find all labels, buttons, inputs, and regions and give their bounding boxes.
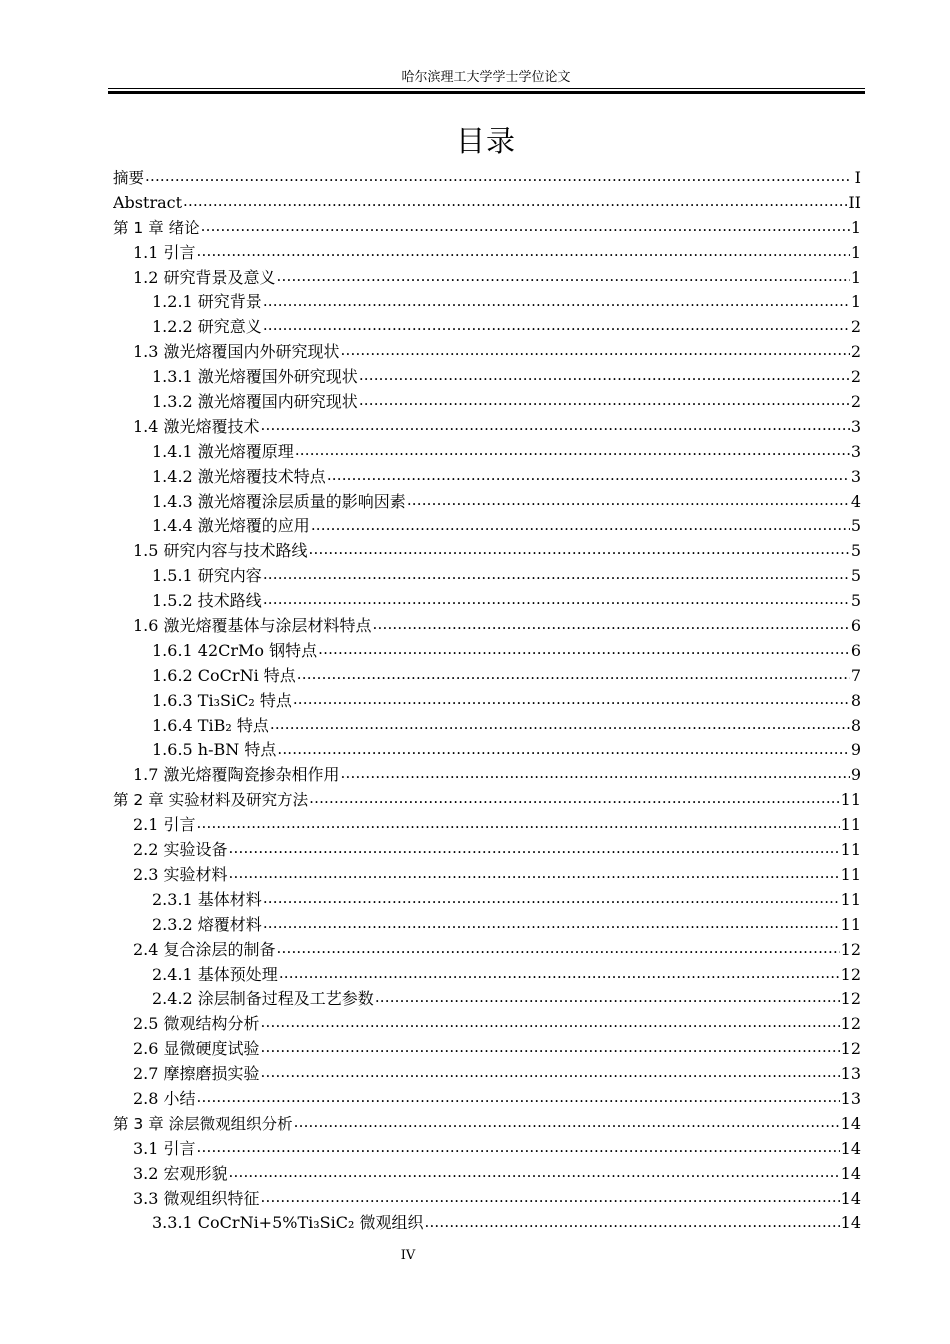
toc-entry-page: 2 <box>850 342 861 362</box>
toc-entry[interactable] <box>113 763 861 788</box>
toc-entry-page: 8 <box>850 715 861 735</box>
toc-entry[interactable] <box>113 689 861 714</box>
toc-entry-page: 12 <box>840 1039 861 1059</box>
dot-leader <box>318 640 850 656</box>
dot-leader <box>295 441 850 457</box>
toc-entry-label: 2.6 显微硬度试验 <box>133 1039 260 1059</box>
toc-entry-label: 1.4.1 激光熔覆原理 <box>152 441 294 461</box>
table-of-contents <box>113 166 861 1236</box>
toc-entry-label: Abstract <box>113 192 183 212</box>
toc-entry-page: 1 <box>850 292 861 312</box>
toc-entry-label: 1.5 研究内容与技术路线 <box>133 541 308 561</box>
toc-entry-label: 第 3 章 涂层微观组织分析 <box>113 1114 293 1133</box>
page-number: IV <box>400 1248 416 1263</box>
toc-entry[interactable] <box>113 415 861 440</box>
toc-entry-label: 2.8 小结 <box>133 1088 196 1108</box>
dot-leader <box>277 739 849 755</box>
toc-entry-page: 12 <box>840 989 861 1009</box>
dot-leader <box>197 814 840 830</box>
toc-entry-label: 1.4.2 激光熔覆技术特点 <box>152 466 326 486</box>
dot-leader <box>261 1013 840 1029</box>
toc-entry[interactable] <box>113 1162 861 1187</box>
toc-entry-page: 11 <box>840 790 861 810</box>
toc-entry-page: 7 <box>850 665 861 685</box>
toc-entry-page: 1 <box>850 242 861 262</box>
toc-entry-label: 3.3 微观组织特征 <box>133 1188 260 1208</box>
toc-entry-page: 1 <box>850 267 861 287</box>
dot-leader <box>261 1038 840 1054</box>
toc-entry-page: 6 <box>850 616 861 636</box>
toc-entry-label: 2.4 复合涂层的制备 <box>133 939 276 959</box>
dot-leader <box>261 1063 840 1079</box>
toc-entry[interactable] <box>113 614 861 639</box>
toc-entry-page: 2 <box>850 317 861 337</box>
toc-entry-page: 3 <box>850 441 861 461</box>
dot-leader <box>277 267 850 283</box>
toc-entry[interactable] <box>113 490 861 515</box>
toc-entry[interactable] <box>113 1087 861 1112</box>
toc-entry-page: 11 <box>840 840 861 860</box>
dot-leader <box>327 466 850 482</box>
toc-entry[interactable] <box>113 987 861 1012</box>
dot-leader <box>407 491 850 507</box>
dot-leader <box>277 939 840 955</box>
dot-leader <box>263 889 840 905</box>
dot-leader <box>373 615 850 631</box>
toc-entry[interactable] <box>113 290 861 315</box>
toc-entry[interactable] <box>113 365 861 390</box>
toc-entry-label: 2.4.2 涂层制备过程及工艺参数 <box>152 989 374 1009</box>
toc-entry[interactable] <box>113 1037 861 1062</box>
dot-leader <box>263 316 850 332</box>
toc-entry[interactable] <box>113 1187 861 1212</box>
toc-entry-label: 2.5 微观结构分析 <box>133 1014 260 1034</box>
dot-leader <box>229 864 840 880</box>
toc-entry-page: 14 <box>840 1213 861 1233</box>
toc-entry-page: 14 <box>840 1138 861 1158</box>
dot-leader <box>183 192 847 208</box>
toc-entry-page: 6 <box>850 640 861 660</box>
toc-entry-page: 2 <box>850 367 861 387</box>
toc-entry-label: 1.7 激光熔覆陶瓷掺杂相作用 <box>133 765 340 785</box>
toc-entry-page: 3 <box>850 466 861 486</box>
toc-entry[interactable] <box>113 714 861 739</box>
toc-entry-page: 11 <box>840 889 861 909</box>
toc-entry-label: 1.3.1 激光熔覆国外研究现状 <box>152 367 358 387</box>
toc-entry-page: 12 <box>840 1014 861 1034</box>
dot-leader <box>201 217 850 233</box>
dot-leader <box>297 665 850 681</box>
dot-leader <box>261 416 850 432</box>
toc-entry-page: 11 <box>840 914 861 934</box>
toc-entry[interactable] <box>113 390 861 415</box>
toc-entry-page: 13 <box>840 1088 861 1108</box>
toc-entry[interactable] <box>113 266 861 291</box>
toc-entry-label: 1.4 激光熔覆技术 <box>133 416 260 436</box>
toc-entry[interactable] <box>113 241 861 266</box>
dot-leader <box>293 690 850 706</box>
toc-entry[interactable] <box>113 1137 861 1162</box>
toc-entry[interactable] <box>113 1012 861 1037</box>
dot-leader <box>341 764 850 780</box>
toc-entry-page: 5 <box>850 591 861 611</box>
toc-entry[interactable] <box>113 589 861 614</box>
toc-entry-label: 1.2.1 研究背景 <box>152 292 262 312</box>
toc-entry-page: 13 <box>840 1064 861 1084</box>
toc-entry-label: 1.1 引言 <box>133 242 196 262</box>
dot-leader <box>197 1088 840 1104</box>
toc-entry[interactable] <box>113 514 861 539</box>
toc-entry-label: 1.2 研究背景及意义 <box>133 267 276 287</box>
toc-entry-page: 12 <box>840 939 861 959</box>
dot-leader <box>229 839 840 855</box>
toc-entry[interactable] <box>113 191 861 216</box>
toc-entry-page: 5 <box>850 541 861 561</box>
dot-leader <box>311 515 850 531</box>
dot-leader <box>309 540 850 556</box>
toc-entry-page: 9 <box>850 765 861 785</box>
toc-entry-label: 3.3.1 CoCrNi+5%Ti₃SiC₂ 微观组织 <box>152 1213 424 1233</box>
toc-entry-page: 14 <box>840 1163 861 1183</box>
toc-entry-label: 2.7 摩擦磨损实验 <box>133 1064 260 1084</box>
toc-entry[interactable] <box>113 340 861 365</box>
dot-leader <box>145 167 852 183</box>
toc-entry[interactable] <box>113 888 861 913</box>
toc-entry[interactable] <box>113 465 861 490</box>
toc-entry-label: 2.2 实验设备 <box>133 840 228 860</box>
toc-entry-page: 14 <box>840 1113 861 1133</box>
toc-entry-label: 1.6 激光熔覆基体与涂层材料特点 <box>133 616 372 636</box>
toc-entry-label: 3.2 宏观形貌 <box>133 1163 228 1183</box>
toc-entry[interactable] <box>113 813 861 838</box>
dot-leader <box>263 565 850 581</box>
toc-entry[interactable] <box>113 1112 861 1137</box>
toc-entry-page: I <box>854 168 861 187</box>
dot-leader <box>279 964 840 980</box>
toc-entry-label: 第 2 章 实验材料及研究方法 <box>113 791 309 810</box>
toc-entry[interactable] <box>113 788 861 813</box>
dot-leader <box>425 1212 840 1228</box>
dot-leader <box>375 988 840 1004</box>
toc-entry[interactable] <box>113 863 861 888</box>
dot-leader <box>263 914 840 930</box>
toc-entry-page: II <box>848 192 861 212</box>
toc-entry-page: 3 <box>850 416 861 436</box>
toc-entry[interactable] <box>113 1062 861 1087</box>
dot-leader <box>359 391 850 407</box>
toc-entry-page: 11 <box>840 864 861 884</box>
dot-leader <box>261 1188 840 1204</box>
toc-entry-label: 2.3.1 基体材料 <box>152 889 262 909</box>
toc-entry[interactable] <box>113 639 861 664</box>
toc-entry[interactable] <box>113 166 861 191</box>
toc-entry[interactable] <box>113 938 861 963</box>
toc-entry-label: 1.5.2 技术路线 <box>152 591 262 611</box>
header-rule-thin <box>108 88 865 89</box>
dot-leader <box>263 590 850 606</box>
toc-entry-label: 1.6.2 CoCrNi 特点 <box>152 665 296 685</box>
toc-entry[interactable] <box>113 1211 861 1236</box>
toc-entry-label: 1.4.3 激光熔覆涂层质量的影响因素 <box>152 491 406 511</box>
toc-entry-label: 2.3 实验材料 <box>133 864 228 884</box>
toc-entry-label: 3.1 引言 <box>133 1138 196 1158</box>
toc-entry-page: 5 <box>850 516 861 536</box>
toc-entry-label: 1.4.4 激光熔覆的应用 <box>152 516 310 536</box>
toc-entry-label: 摘要 <box>113 169 145 187</box>
toc-entry-label: 1.6.1 42CrMo 钢特点 <box>152 640 318 660</box>
dot-leader <box>197 242 850 258</box>
toc-entry[interactable] <box>113 963 861 988</box>
toc-entry-label: 1.5.1 研究内容 <box>152 566 262 586</box>
dot-leader <box>309 789 839 805</box>
toc-entry[interactable] <box>113 738 861 763</box>
dot-leader <box>197 1138 840 1154</box>
dot-leader <box>341 341 850 357</box>
toc-entry-label: 1.2.2 研究意义 <box>152 317 262 337</box>
toc-entry[interactable] <box>113 838 861 863</box>
dot-leader <box>263 291 850 307</box>
toc-entry-page: 9 <box>850 740 861 760</box>
toc-entry[interactable] <box>113 664 861 689</box>
dot-leader <box>294 1113 840 1129</box>
toc-entry-page: 11 <box>840 815 861 835</box>
toc-entry-page: 14 <box>840 1188 861 1208</box>
header-rule-thick <box>108 91 865 94</box>
toc-entry-label: 1.3 激光熔覆国内外研究现状 <box>133 342 340 362</box>
toc-entry-label: 第 1 章 绪论 <box>113 218 200 237</box>
toc-entry-page: 2 <box>850 392 861 412</box>
toc-entry[interactable] <box>113 440 861 465</box>
toc-entry[interactable] <box>113 315 861 340</box>
dot-leader <box>270 715 850 731</box>
toc-entry-label: 1.3.2 激光熔覆国内研究现状 <box>152 392 358 412</box>
toc-entry-page: 1 <box>850 217 861 237</box>
toc-entry-label: 1.6.4 TiB₂ 特点 <box>152 715 269 735</box>
toc-entry[interactable] <box>113 564 861 589</box>
toc-entry-page: 5 <box>850 566 861 586</box>
toc-entry-label: 1.6.3 Ti₃SiC₂ 特点 <box>152 690 292 710</box>
toc-entry-page: 12 <box>840 964 861 984</box>
dot-leader <box>229 1163 840 1179</box>
toc-entry-page: 4 <box>850 491 861 511</box>
toc-entry[interactable] <box>113 913 861 938</box>
toc-entry[interactable] <box>113 539 861 564</box>
page-title: 目录 <box>455 124 516 158</box>
toc-entry-label: 2.3.2 熔覆材料 <box>152 914 262 934</box>
running-header: 哈尔滨理工大学学士学位论文 <box>401 70 571 85</box>
toc-entry[interactable] <box>113 216 861 241</box>
toc-entry-page: 8 <box>850 690 861 710</box>
toc-entry-label: 2.1 引言 <box>133 815 196 835</box>
dot-leader <box>359 366 850 382</box>
toc-entry-label: 1.6.5 h-BN 特点 <box>152 740 277 760</box>
toc-entry-label: 2.4.1 基体预处理 <box>152 964 278 984</box>
